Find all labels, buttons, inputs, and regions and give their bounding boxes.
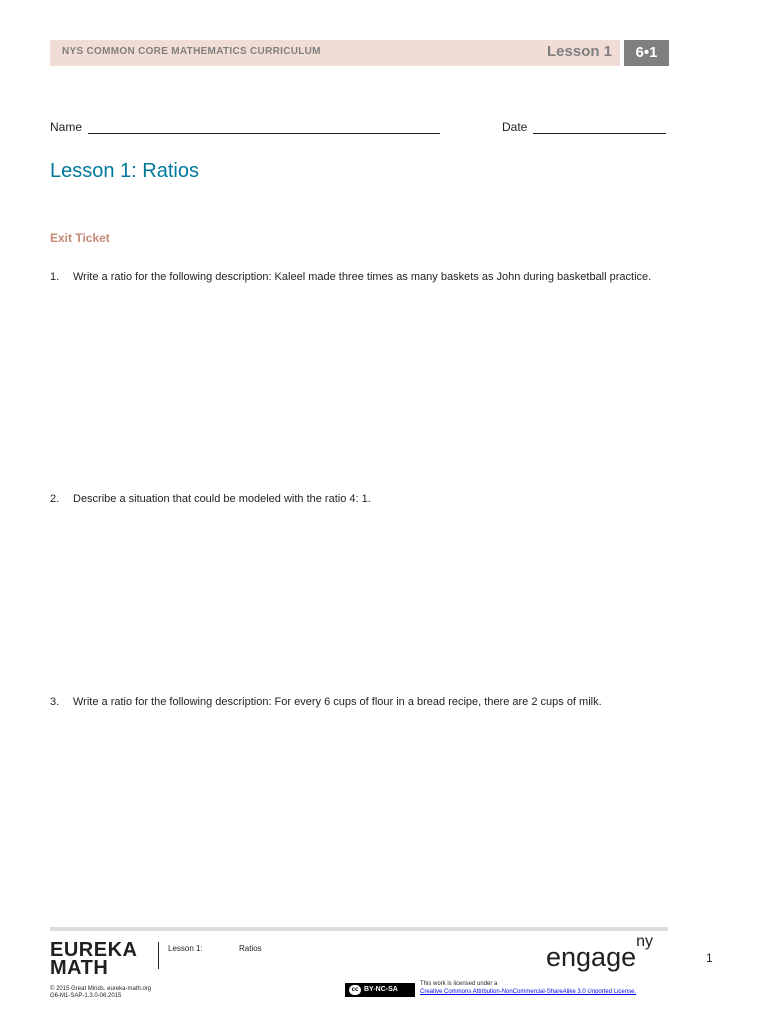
footer-divider-rule (50, 927, 668, 931)
grade-module-badge: 6•1 (624, 40, 669, 66)
ny-text: ny (636, 933, 654, 950)
eureka-math-logo (50, 941, 137, 977)
date-label: Date (502, 120, 528, 134)
engageny-logo (546, 933, 654, 973)
page-number: 1 (706, 951, 713, 965)
logo-line-1: EUREKA (50, 939, 138, 961)
problem-text: Describe a situation that could be modeled with the ratio 4: 1. (73, 493, 371, 505)
copyright-line-1: © 2015 Great Minds. eureka-math.org (50, 986, 152, 992)
footer-lesson-topic: Ratios (239, 944, 262, 953)
creative-commons-badge (345, 983, 415, 997)
date-field[interactable] (533, 133, 666, 134)
cc-icon: cc (349, 985, 361, 995)
license-link[interactable]: Creative Commons Attribution-NonCommercial-ShareAlike 3.0 Unported License. (420, 989, 637, 995)
problem-1 (50, 269, 655, 286)
problem-2 (50, 491, 655, 508)
cc-label: BY-NC-SA (364, 986, 398, 993)
problem-number: 1. (50, 271, 60, 283)
license-notice (420, 980, 636, 996)
engage-text: engage (546, 942, 637, 972)
license-line: This work is licensed under a (420, 981, 498, 987)
problem-number: 2. (50, 493, 60, 505)
problem-number: 3. (50, 696, 60, 708)
problem-3 (50, 694, 655, 711)
copyright-line-2: G6-M1-SAP-1.3.0-06.2015 (50, 993, 122, 999)
section-label: Exit Ticket (50, 231, 110, 245)
name-label: Name (50, 120, 83, 134)
header-lesson-label: Lesson 1 (547, 43, 613, 60)
problem-text: Write a ratio for the following description: Kaleel made three times as many baskets as John during basketball practice. (73, 271, 652, 283)
curriculum-title: NYS COMMON CORE MATHEMATICS CURRICULUM (62, 46, 321, 57)
copyright (50, 986, 151, 1000)
name-field[interactable] (88, 133, 440, 134)
footer-vertical-divider (158, 942, 159, 969)
page-title: Lesson 1: Ratios (50, 160, 199, 182)
logo-line-2: MATH (50, 957, 109, 979)
problem-text: Write a ratio for the following description: For every 6 cups of flour in a bread recipe, there are 2 cups of milk. (73, 696, 602, 708)
footer-lesson-label: Lesson 1: (168, 944, 203, 953)
